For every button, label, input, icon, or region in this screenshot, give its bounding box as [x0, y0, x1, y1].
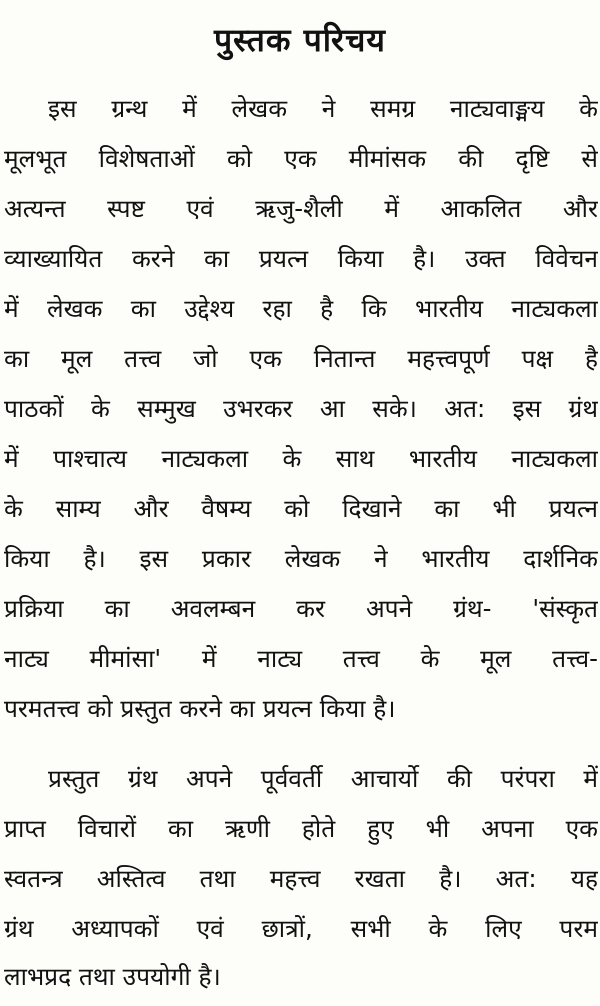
- text-line: लाभप्रद तथा उपयोगी है।: [4, 962, 221, 991]
- text-line: किया है। इस प्रकार लेखक ने भारतीय दार्शनिक: [4, 544, 598, 573]
- text-line: प्रस्तुत ग्रंथ अपने पूर्ववर्ती आचार्यो की परंपरा में: [48, 764, 598, 793]
- text-line: प्राप्त विचारों का ऋणी होते हुए भी अपना एक: [4, 814, 598, 843]
- text-line: मूलभूत विशेषताओं को एक मीमांसक की दृष्टि से: [4, 144, 598, 173]
- text-line: व्याख्यायित करने का प्रयत्न किया है। उक्त विवेचन: [4, 244, 598, 273]
- page-title: पुस्तक परिचय: [213, 21, 386, 59]
- text-line: में लेखक का उद्देश्य रहा है कि भारतीय नाट्यकला: [4, 294, 598, 323]
- text-line: का मूल तत्त्व जो एक नितान्त महत्त्वपूर्ण पक्ष है: [4, 344, 598, 373]
- text-line: के साम्य और वैषम्य को दिखाने का भी प्रयत्न: [4, 494, 598, 523]
- text-line: इस ग्रन्थ में लेखक ने समग्र नाट्यवाङ्मय के: [48, 94, 598, 123]
- text-line: नाट्य मीमांसा' में नाट्य तत्त्व के मूल तत्त्व-: [4, 644, 598, 673]
- text-line: स्वतन्त्र अस्तित्व तथा महत्त्व रखता है। अत: यह: [4, 864, 598, 893]
- text-line: ग्रंथ अध्यापकों एवं छात्रों, सभी के लिए परम: [4, 914, 598, 943]
- text-line: पाठकों के सम्मुख उभरकर आ सके। अत: इस ग्रंथ: [4, 394, 598, 423]
- text-line: में पाश्चात्य नाट्यकला के साथ भारतीय नाट्यकला: [4, 444, 598, 473]
- text-line: परमतत्त्व को प्रस्तुत करने का प्रयत्न किया है।: [4, 694, 396, 723]
- text-line: प्रक्रिया का अवलम्बन कर अपने ग्रंथ- 'संस्कृत: [4, 594, 598, 623]
- text-line: अत्यन्त स्पष्ट एवं ऋजु-शैली में आकलित और: [4, 194, 598, 223]
